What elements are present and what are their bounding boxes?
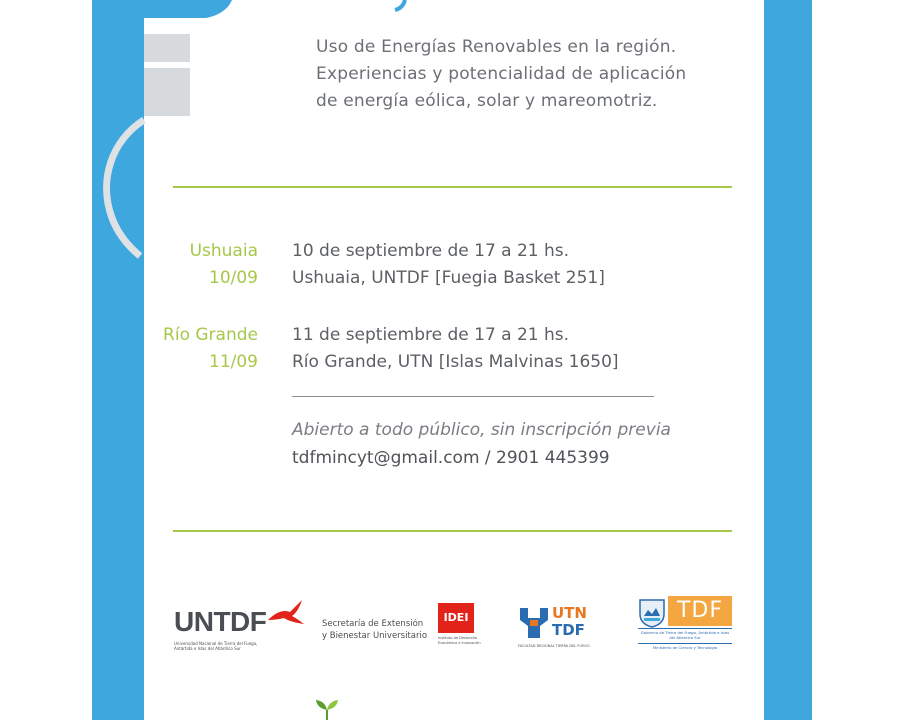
- crest-icon: [638, 598, 666, 628]
- event-schedule: 11 de septiembre de 17 a 21 hs.: [292, 325, 570, 345]
- utn-emblem-icon: [518, 606, 550, 640]
- event-city: Río Grande: [163, 325, 258, 345]
- event-schedule: 10 de septiembre de 17 a 21 hs.: [292, 241, 570, 261]
- event-city: Ushuaia: [189, 241, 258, 261]
- divider-top: [173, 186, 732, 188]
- bulb-cap-upper: [144, 34, 190, 62]
- intro-text: [316, 34, 756, 115]
- tdf-rule: [638, 643, 732, 644]
- secretaria-logo: [322, 618, 427, 642]
- event-city-block: [150, 238, 258, 292]
- bulb-blue-accent: [395, 0, 405, 10]
- untdf-logo: [170, 596, 310, 656]
- secretaria-line: Secretaría de Extensión: [322, 619, 424, 629]
- tdf-government-logo: [636, 596, 732, 660]
- open-notice: Abierto a todo público, sin inscripción previa: [292, 420, 671, 440]
- utn-subtitle: FACULTAD REGIONAL TIERRA DEL FUEGO: [518, 644, 590, 648]
- tdf-government-text: Gobierno de Tierra del Fuego, Antártida e Islas del Atlántico Sur: [640, 630, 730, 640]
- intro-line: Experiencias y potencialidad de aplicación: [316, 64, 687, 84]
- right-blue-band: [764, 0, 812, 720]
- tdf-wordmark: TDF: [668, 596, 732, 626]
- leaf-icon: [312, 698, 342, 720]
- divider-thin: [292, 396, 654, 397]
- tdf-wordmark: TDF: [552, 621, 585, 639]
- event-date: 10/09: [209, 268, 258, 288]
- divider-bottom: [173, 530, 732, 532]
- untdf-subtitle: Universidad Nacional de Tierra del Fuego, Antártida e Islas del Atlántico Sur: [174, 641, 258, 651]
- intro-line: Uso de Energías Renovables en la región.: [316, 37, 677, 57]
- bird-icon: [266, 598, 306, 626]
- utn-wordmark: UTN: [552, 604, 587, 622]
- untdf-wordmark: UNTDF: [174, 606, 267, 637]
- idei-logo: [438, 603, 488, 648]
- bulb-top-shape: [144, 0, 232, 18]
- bulb-cap-lower: [144, 68, 190, 116]
- contact-info: tdfmincyt@gmail.com / 2901 445399: [292, 448, 610, 468]
- event-venue: Río Grande, UTN [Islas Malvinas 1650]: [292, 352, 619, 372]
- tdf-ministry-text: Ministerio de Ciencia y Tecnología: [652, 645, 718, 650]
- idei-subtitle: Instituto de Desarrollo Económico e Innovación: [438, 636, 481, 645]
- event-details: [292, 322, 752, 376]
- event-details: [292, 238, 752, 292]
- utn-tdf-logo: [516, 602, 606, 652]
- left-blue-band: [92, 0, 144, 720]
- tdf-rule: [638, 628, 732, 629]
- event-city-block: [150, 322, 258, 376]
- idei-wordmark: IDEI: [438, 603, 474, 633]
- event-date: 11/09: [209, 352, 258, 372]
- secretaria-line: y Bienestar Universitario: [322, 631, 428, 641]
- intro-line: de energía eólica, solar y mareomotriz.: [316, 91, 658, 111]
- event-venue: Ushuaia, UNTDF [Fuegia Basket 251]: [292, 268, 605, 288]
